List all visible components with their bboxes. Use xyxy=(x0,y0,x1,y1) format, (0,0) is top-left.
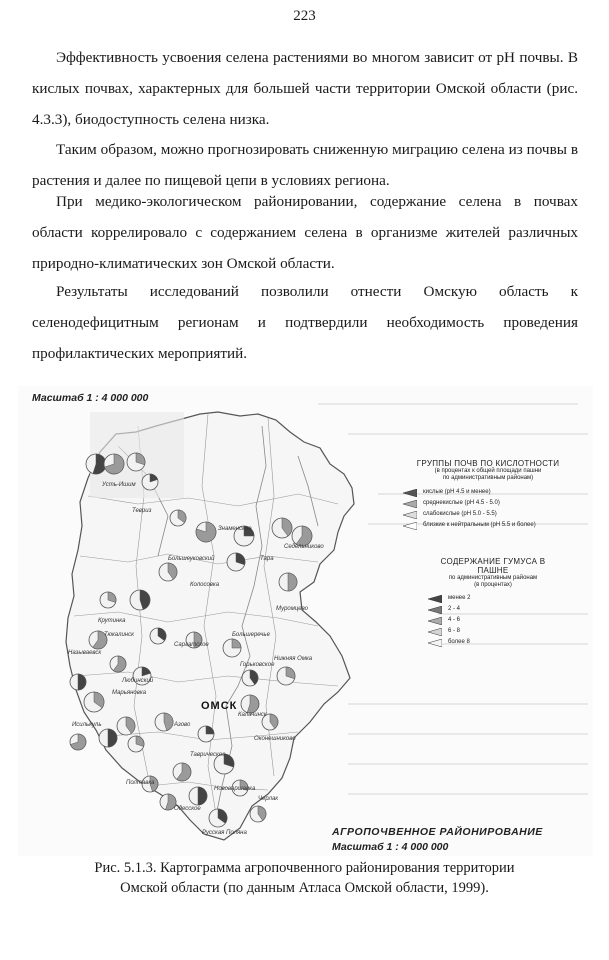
district-pie-chart xyxy=(170,510,186,526)
humus-swatch-dark-icon xyxy=(428,606,442,614)
district-pie-chart xyxy=(100,592,116,608)
legend-acidity-title: ГРУППЫ ПОЧВ ПО КИСЛОТНОСТИ xyxy=(416,459,560,468)
district-pie-chart xyxy=(189,787,207,805)
district-label: Нововаршавка xyxy=(214,786,256,792)
district-pie-chart xyxy=(209,809,227,827)
district-label: Колосовка xyxy=(190,582,220,588)
legend-humus-label: менее 2 xyxy=(448,595,471,601)
district-pie-chart xyxy=(241,695,259,713)
district-pie-chart xyxy=(104,454,124,474)
humus-swatch-lightest-icon xyxy=(428,639,442,647)
district-label: Одесское xyxy=(174,806,201,812)
page-number: 223 xyxy=(293,8,316,24)
legend-humus-item xyxy=(428,594,558,605)
district-label: Горьковское xyxy=(240,662,275,668)
district-label: Крутинка xyxy=(98,618,126,624)
district-label: Русская Поляна xyxy=(202,830,247,836)
district-label: Тара xyxy=(260,556,274,562)
district-pie-chart xyxy=(277,667,295,685)
legend-acidity-subtitle-1: (в процентах к общей площади пашни xyxy=(434,468,542,474)
legend-humus-label: 4 - 6 xyxy=(448,617,461,623)
legend-humus-label: 2 - 4 xyxy=(448,606,461,612)
district-pie-chart xyxy=(173,763,191,781)
district-label: Тюкалинск xyxy=(104,632,134,638)
district-pie-chart xyxy=(110,656,126,672)
district-pie-chart xyxy=(99,729,117,747)
pie-sector-hatched-icon xyxy=(403,500,417,508)
map-scale-bottom: Масштаб 1 : 4 000 000 xyxy=(332,841,449,853)
paragraph-migration-forecast: Таким образом, можно прогнозировать сниженную миграцию селена из почвы в растения и далее по пищевой цепи в условиях региона. xyxy=(32,141,578,189)
district-pie-chart xyxy=(279,573,297,591)
district-label: Азово xyxy=(174,722,191,728)
district-label: Саргатское xyxy=(174,642,209,648)
district-label: Усть-Ишим xyxy=(102,482,136,488)
legend-acidity-item xyxy=(403,499,573,510)
district-pie-chart xyxy=(242,670,258,686)
figure-caption xyxy=(0,858,609,898)
map-title: АГРОПОЧВЕННОЕ РАЙОНИРОВАНИЕ xyxy=(332,826,543,838)
legend-acidity-label: слабокислые (pH 5.0 - 5.5) xyxy=(423,511,497,517)
district-pie-chart xyxy=(117,717,135,735)
legend-soil-acidity xyxy=(403,459,573,532)
district-label: Полтавка xyxy=(126,780,155,786)
legend-acidity-subtitle-2: по административным районам) xyxy=(442,475,534,481)
district-label: Марьяновка xyxy=(112,690,147,696)
district-pie-chart xyxy=(128,736,144,752)
district-label: Седельниково xyxy=(284,544,324,550)
legend-humus-label: более 8 xyxy=(448,639,470,645)
district-label: Таврическое xyxy=(190,752,226,758)
district-pie-chart xyxy=(223,639,241,657)
legend-humus-item xyxy=(428,627,558,638)
pie-sector-white-icon xyxy=(403,522,417,530)
district-label: Нижняя Омка xyxy=(274,656,313,662)
legend-acidity-item xyxy=(403,521,573,532)
district-pie-chart xyxy=(196,522,216,542)
legend-acidity-label: близкие к нейтральным (pH 5.5 и более) xyxy=(423,522,536,528)
district-pie-chart xyxy=(272,518,292,538)
district-pie-chart xyxy=(198,726,214,742)
map-scale-top: Масштаб 1 : 4 000 000 xyxy=(32,392,149,404)
humus-swatch-darkest-icon xyxy=(428,595,442,603)
pie-sector-dark-icon xyxy=(403,489,417,497)
district-pie-chart xyxy=(142,474,158,490)
district-label: Называевск xyxy=(68,650,102,656)
district-pie-chart xyxy=(86,454,106,474)
pie-sector-light-icon xyxy=(403,511,417,519)
legend-humus-content xyxy=(428,557,558,649)
district-label: Любинский xyxy=(122,678,154,684)
district-pie-chart xyxy=(159,563,177,581)
district-pie-chart xyxy=(155,713,173,731)
paragraph-ph-effectiveness: Эффективность усвоения селена растениями во многом зависит от pH почвы. В кислых почвах, характерных для большей части территории Омской области (рис. 4.3.3), биодоступность селена низка. xyxy=(32,49,578,128)
district-label: Знаменское xyxy=(218,526,252,532)
district-pie-chart xyxy=(150,628,166,644)
legend-humus-item xyxy=(428,616,558,627)
district-pie-chart xyxy=(250,806,266,822)
district-label: Муромцево xyxy=(276,606,308,612)
legend-humus-title-2: по административным районам xyxy=(448,575,538,581)
paragraph-zoning: При медико-экологическом районировании, содержание селена в почвах области коррелировало с содержанием селена в организме жителей различных природно-климатических зон Омской области. xyxy=(32,193,578,272)
district-label: Исилькуль xyxy=(72,722,102,728)
legend-acidity-label: кислые (pH 4.5 и менее) xyxy=(423,489,491,495)
legend-acidity-item xyxy=(403,488,573,499)
humus-swatch-medium-icon xyxy=(428,617,442,625)
city-label-omsk: ОМСК xyxy=(201,700,238,712)
district-pie-chart xyxy=(127,453,145,471)
legend-acidity-item xyxy=(403,510,573,521)
district-pie-chart xyxy=(130,590,150,610)
district-label: Калачинск xyxy=(238,712,267,718)
district-pie-chart xyxy=(227,553,245,571)
district-label: Оконешниково xyxy=(254,736,296,742)
agro-soil-map-figure xyxy=(18,386,593,856)
district-pie-chart xyxy=(70,734,86,750)
paragraph-results: Результаты исследований позволили отнести Омскую область к селенодефицитным регионам и подтвердили необходимость проведения профилактических мероприятий. xyxy=(32,283,578,362)
district-pie-chart xyxy=(292,526,312,546)
legend-acidity-label: среднекислые (pH 4.5 - 5.0) xyxy=(423,500,500,506)
legend-humus-item xyxy=(428,605,558,616)
caption-line-2: Омской области (по данным Атласа Омской области, 1999). xyxy=(120,880,489,896)
legend-humus-item xyxy=(428,638,558,649)
legend-humus-title-1: СОДЕРЖАНИЕ ГУМУСА В ПАШНЕ xyxy=(440,557,546,575)
district-pie-chart xyxy=(84,692,104,712)
district-label: Большеуковский xyxy=(168,556,215,562)
legend-humus-label: 6 - 8 xyxy=(448,628,461,634)
legend-humus-title-3: (в процентах) xyxy=(474,582,512,588)
humus-swatch-light-icon xyxy=(428,628,442,636)
district-label: Большеречье xyxy=(232,632,270,638)
district-label: Черлак xyxy=(258,796,279,802)
caption-line-1: Рис. 5.1.3. Картограмма агропочвенного районирования территории xyxy=(94,860,515,876)
district-label: Тевриз xyxy=(132,508,152,514)
district-pie-chart xyxy=(70,674,86,690)
